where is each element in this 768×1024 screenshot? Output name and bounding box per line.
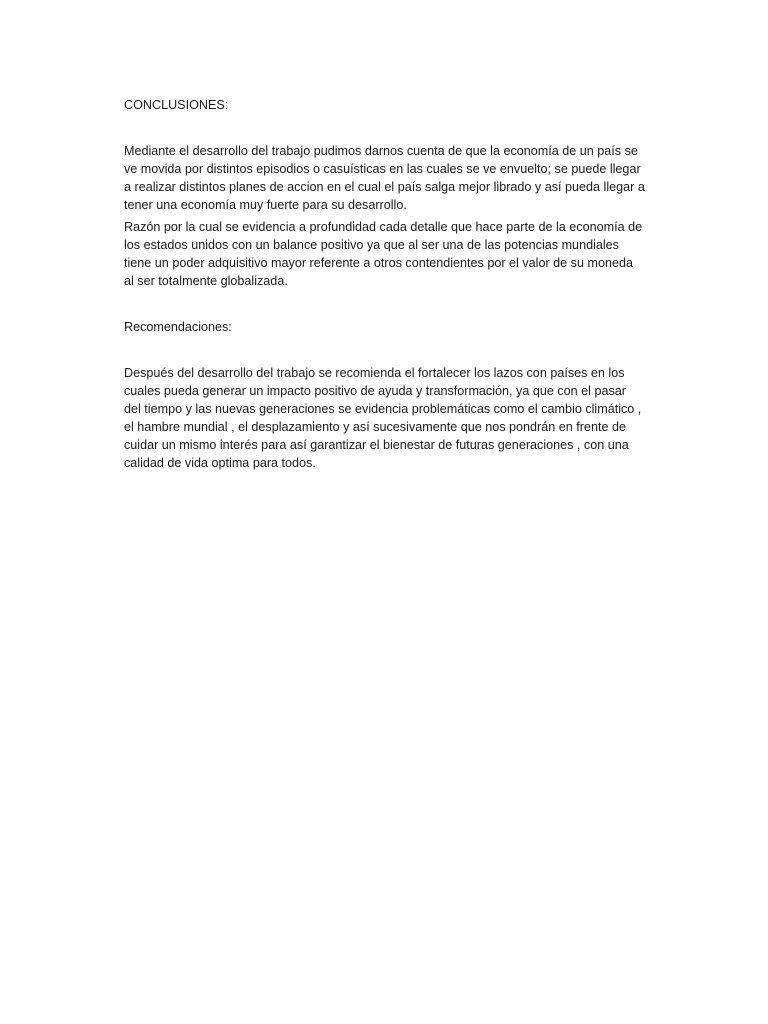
spacer <box>124 114 646 142</box>
document-body <box>124 96 646 472</box>
conclusions-paragraph-2: Razón por la cual se evidencia a profundidad cada detalle que hace parte de la economía de los estados unidos con un balance positivo ya que al ser una de las potencias mundiales tiene un poder adquisitivo mayor referente a otros contendientes por el valor de su moneda al ser totalmente globalizada. <box>124 220 643 288</box>
spacer <box>124 290 646 318</box>
spacer <box>124 336 646 364</box>
conclusions-paragraph-1: Mediante el desarrollo del trabajo pudimos darnos cuenta de que la economía de un país se ve movida por distintos episodios o casuísticas en las cuales se ve envuelto; se puede llegar a realizar distintos planes de accion en el cual el país salga mejor librado y así pueda llegar a tener una economía muy fuerte para su desarrollo. <box>124 144 645 212</box>
conclusions-heading: CONCLUSIONES: <box>124 98 229 112</box>
recommendations-heading: Recomendaciones: <box>124 320 232 334</box>
recommendations-paragraph-1: Después del desarrollo del trabajo se recomienda el fortalecer los lazos con países en los cuales pueda generar un impacto positivo de ayuda y transformación, ya que con el pasar del tiempo y las nuevas generaciones se evidencia problemáticas como el cambio climático , el hambre mundial , el desplazamiento y así sucesivamente que nos pondrán en frente de cuidar un mismo interés para así garantizar el bienestar de futuras generaciones , con una calidad de vida optima para todos. <box>124 366 642 470</box>
